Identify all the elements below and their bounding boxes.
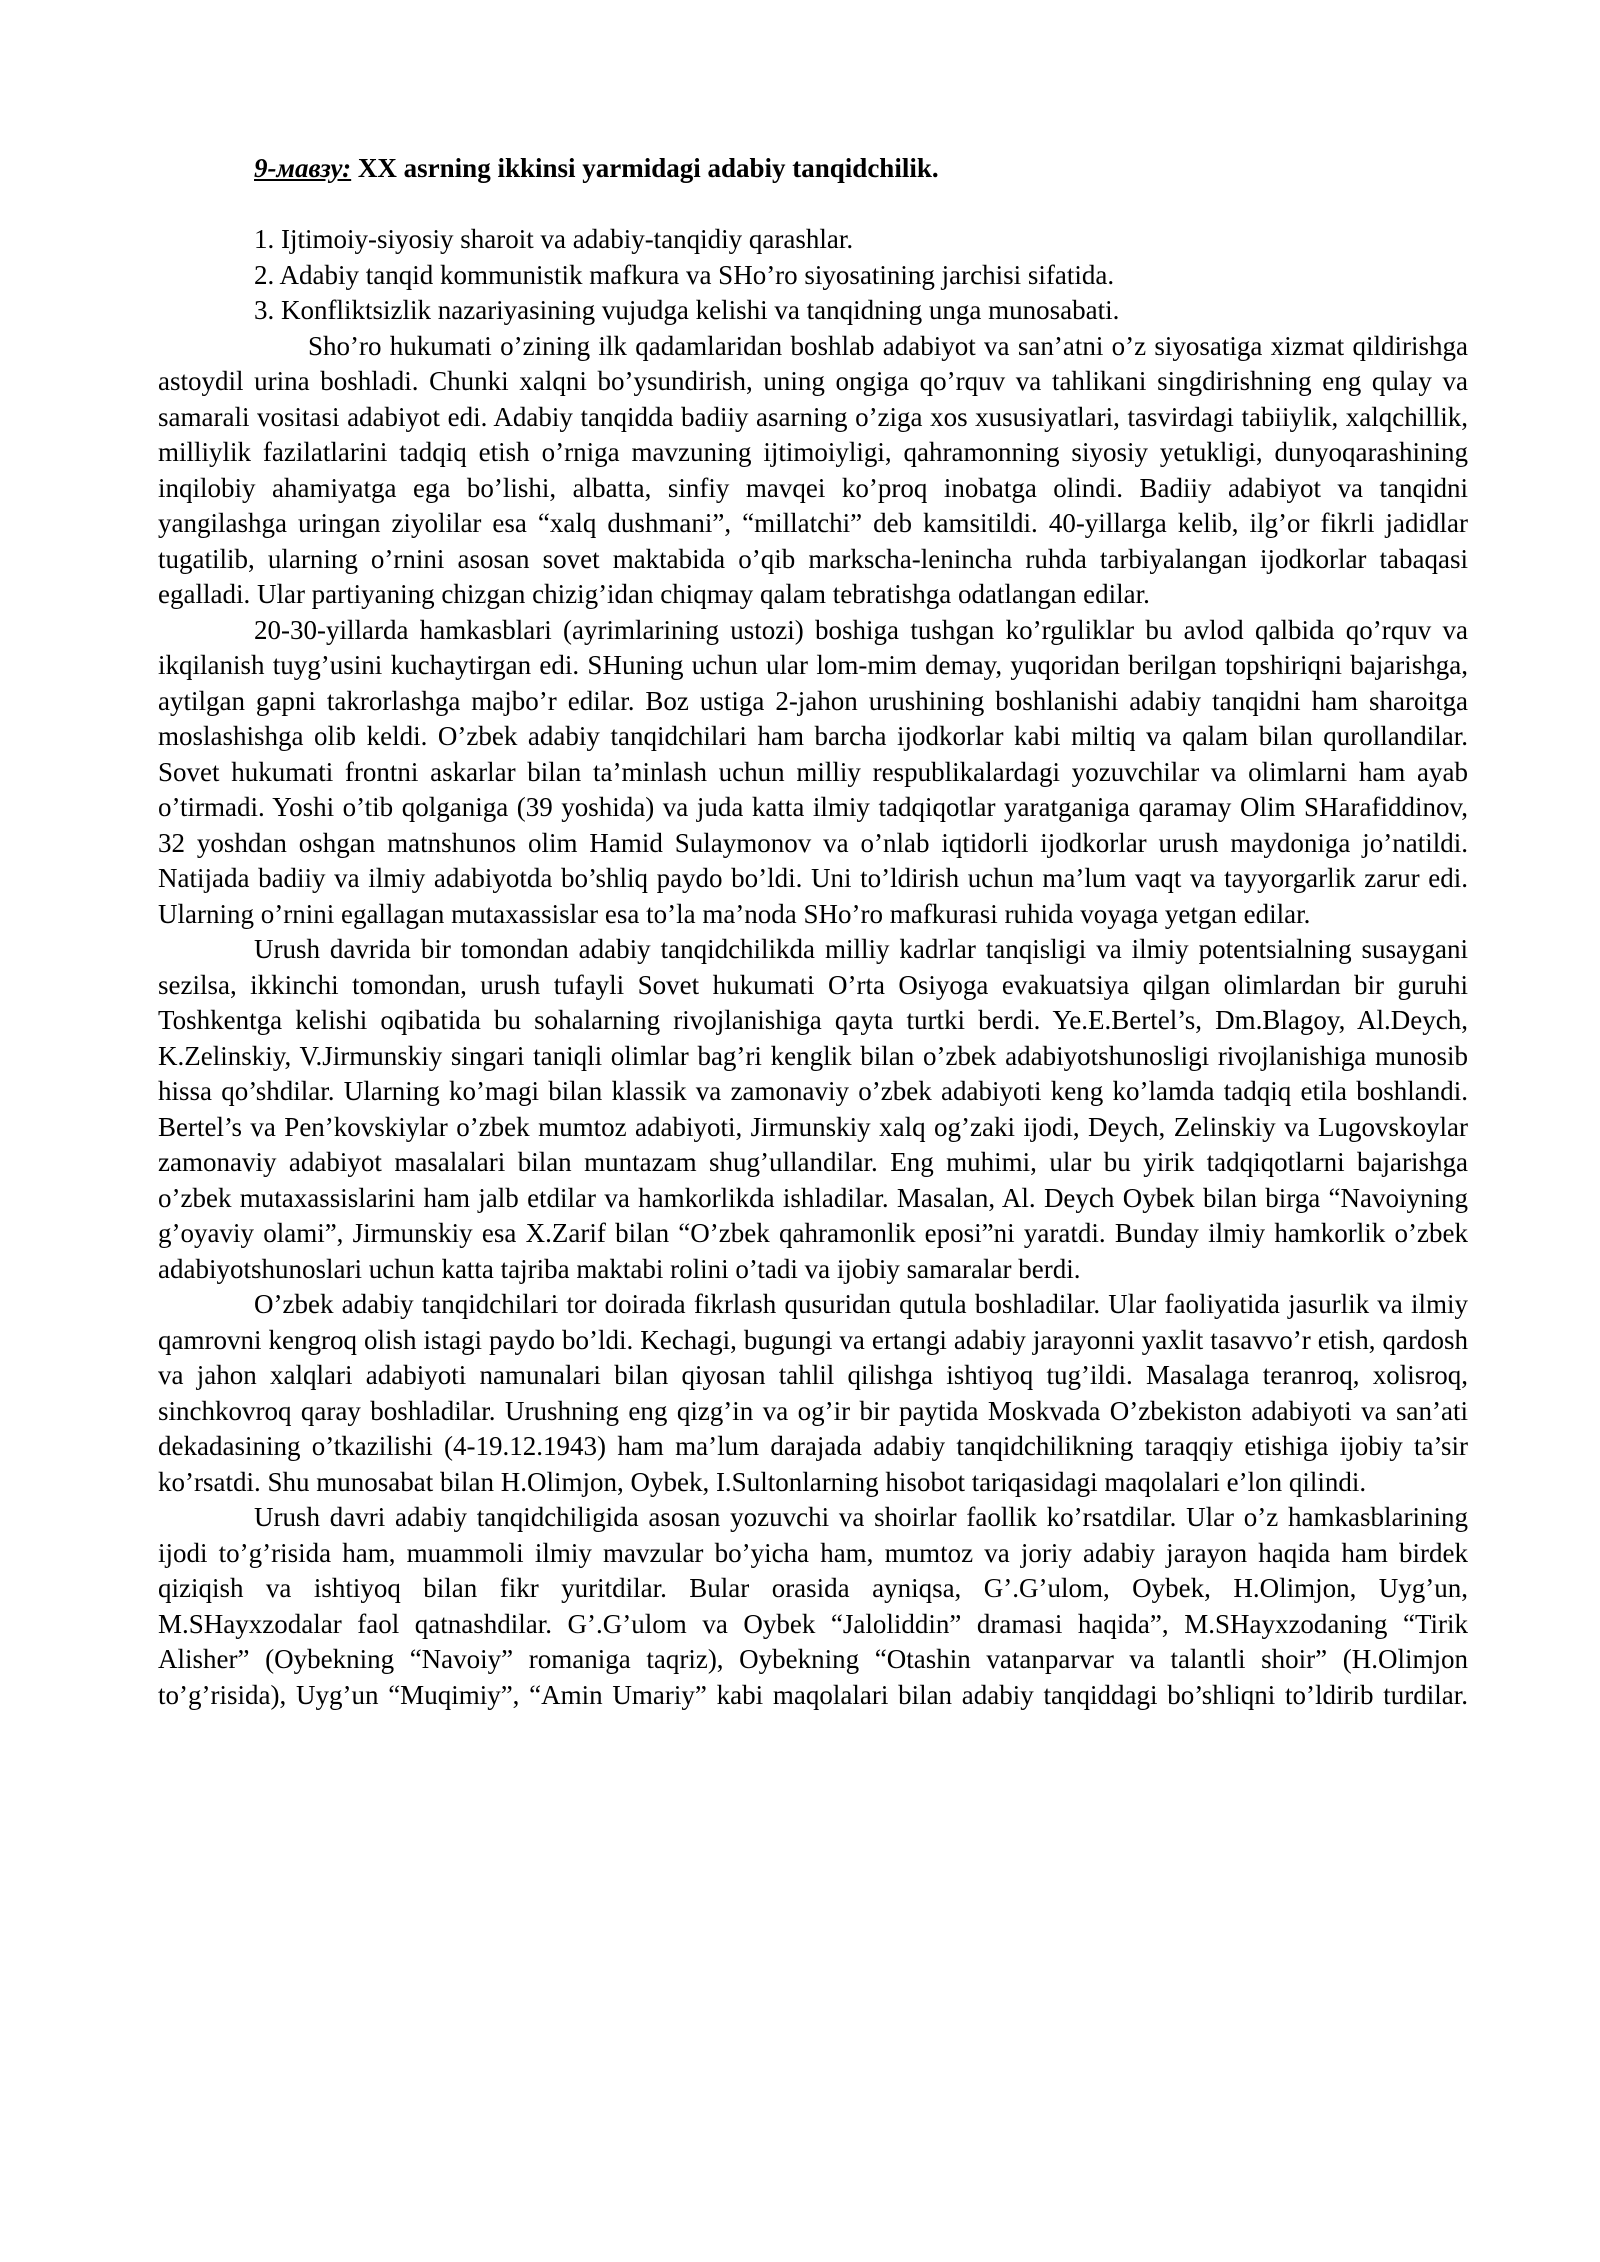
topic-title: XX asrning ikkinsi yarmidagi adabiy tanqidchilik. (351, 153, 939, 183)
topic-number-label: 9-мавзу: (254, 153, 352, 183)
plan-item-2: 2. Adabiy tanqid kommunistik mafkura va SHo’ro siyosatining jarchisi sifatida. (254, 259, 1115, 290)
plan-item-3: 3. Konfliktsizlik nazariyasining vujudga kelishi va tanqidning unga munosabati. (254, 295, 1120, 325)
body-paragraph-4: O’zbek adabiy tanqidchilari tor doirada fikrlash qusuridan qutula boshladilar. Ular faoliyatida jasurlik va ilmiy qamrovni kengroq olish istagi paydo bo’ldi. Kechagi, bugungi va ertangi adabiy jarayonni yaxlit tasavvo’r etish, qardosh va jahon xalqlari adabiyoti namunalari bilan qiyosan tahlil qilishga ishtiyoq tug’ildi. Masalaga teranroq, xolisroq, sinchkovroq qaray boshladilar. Urushning eng qizg’in va og’ir bir paytida Moskvada O’zbekiston adabiyoti va san’ati dekadasining o’tkazilishi (4-19.12.1943) ham ma’lum darajada adabiy tanqidchilikning taraqqiy etishiga ijobiy ta’sir ko’rsatdi. Shu munosabat bilan H.Olimjon, Oybek, I.Sultonlarning hisobot tariqasidagi maqolalari e’lon qilindi. (158, 1289, 1468, 1497)
topic-plan-list (158, 222, 1468, 329)
body-paragraph-3: Urush davrida bir tomondan adabiy tanqidchilikda milliy kadrlar tanqisligi va ilmiy potentsialning susaygani sezilsa, ikkinchi tomondan, urush tufayli Sovet hukumati O’rta Osiyoga evakuatsiya qilgan olimlardan bir guruhi Toshkentga kelishi oqibatida bu sohalarning rivojlanishiga qayta turtki berdi. Ye.E.Bertel’s, Dm.Blagoy, Al.Deych, K.Zelinskiy, V.Jirmunskiy singari taniqli olimlar bag’ri kenglik bilan o’zbek adabiyotshunosligi rivojlanishiga munosib hissa qo’shdilar. Ularning ko’magi bilan klassik va zamonaviy o’zbek adabiyoti keng ko’lamda tadqiq etila boshlandi. Bertel’s va Pen’kovskiylar o’zbek mumtoz adabiyoti, Jirmunskiy xalq og’zaki ijodi, Deych, Zelinskiy va Lugovskoylar zamonaviy adabiyot masalalari bilan muntazam shug’ullandilar. Eng muhimi, ular bu yirik tadqiqotlarni bajarishga o’zbek mutaxassislarini ham jalb etdilar va hamkorlikda ishladilar. Masalan, Al. Deych Oybek bilan birga “Navoiyning g’oyaviy olami”, Jirmunskiy esa X.Zarif bilan “O’zbek qahramonlik eposi”ni yaratdi. Bunday ilmiy hamkorlik o’zbek adabiyotshunoslari uchun katta tajriba maktabi rolini o’tadi va ijobiy samaralar berdi. (158, 934, 1468, 1284)
body-paragraph-2: 20-30-yillarda hamkasblari (ayrimlarining ustozi) boshiga tushgan ko’rguliklar bu avlod qalbida qo’rquv va ikqilanish tuyg’usini kuchaytirgan edi. SHuning uchun ular lom-mim demay, yuqoridan berilgan topshiriqni bajarishga, aytilgan gapni takrorlashga majbo’r edilar. Boz ustiga 2-jahon urushining boshlanishi adabiy tanqidni ham sharoitga moslashishga olib keldi. O’zbek adabiy tanqidchilari ham barcha ijodkorlar kabi miltiq va qalam bilan qurollandilar. Sovet hukumati frontni askarlar bilan ta’minlash uchun milliy respublikalardagi yozuvchilar va olimlarni ham ayab o’tirmadi. Yoshi o’tib qolganiga (39 yoshida) va juda katta ilmiy tadqiqotlar yaratganiga qaramay Olim SHarafiddinov, 32 yoshdan oshgan matnshunos olim Hamid Sulaymonov va o’nlab iqtidorli ijodkorlar urush maydoniga jo’natildi. Natijada badiiy va ilmiy adabiyotda bo’shliq paydo bo’ldi. Uni to’ldirish uchun ma’lum vaqt va tayyorgarlik zarur edi. Ularning o’rnini egallagan mutaxassislar esa to’la ma’noda SHo’ro mafkurasi ruhida voyaga yetgan edilar. (158, 614, 1468, 929)
body-paragraph-5: Urush davri adabiy tanqidchiligida asosan yozuvchi va shoirlar faollik ko’rsatdilar. Ular o’z hamkasblarining ijodi to’g’risida ham, muammoli ilmiy mavzular bo’yicha ham, mumtoz va joriy adabiy jarayon haqida ham birdek qiziqish va ishtiyoq bilan fikr yuritdilar. Bular orasida ayniqsa, G’.G’ulom, Oybek, H.Olimjon, Uyg’un, M.SHayxzodalar faol qatnashdilar. G’.G’ulom va Oybek “Jaloliddin” dramasi haqida”, M.SHayxzodaning “Tirik Alisher” (Oybekning “Navoiy” romaniga taqriz), Oybekning “Otashin vatanparvar va talantli shoir” (H.Olimjon to’g’risida), Uyg’un “Muqimiy”, “Amin Umariy” kabi maqolalari bilan adabiy tanqiddagi bo’shliqni to’ldirib turdilar. (158, 1502, 1468, 1710)
plan-item-1: 1. Ijtimoiy-siyosiy sharoit va adabiy-tanqidiy qarashlar. (254, 224, 854, 254)
body-paragraph-1: Sho’ro hukumati o’zining ilk qadamlaridan boshlab adabiyot va san’atni o’z siyosatiga xizmat qildirishga astoydil urina boshladi. Chunki xalqni bo’ysundirish, uning ongiga qo’rquv va tahlikani singdirishning eng qulay va samarali vositasi adabiyot edi. Adabiy tanqidda badiiy asarning o’ziga xos xususiyatlari, tasvirdagi tabiiylik, xalqchillik, milliylik fazilatlarini tadqiq etish o’rniga mavzuning ijtimoiyligi, qahramonning siyosiy yetukligi, dunyoqarashining inqilobiy ahamiyatga ega bo’lishi, albatta, sinfiy mavqei ko’proq inobatga olindi. Badiiy adabiyot va tanqidni yangilashga uringan ziyolilar esa “xalq dushmani”, “millatchi” deb kamsitildi. 40-yillarga kelib, ilg’or fikrli jadidlar tugatilib, ularning o’rnini asosan sovet maktabida o’qib markscha-lenincha ruhda tarbiyalangan ijodkorlar tabaqasi egalladi. Ular partiyaning chizgan chizig’idan chiqmay qalam tebratishga odatlangan edilar. (158, 330, 1468, 609)
document-page (158, 150, 1468, 1713)
topic-heading (254, 150, 1468, 186)
